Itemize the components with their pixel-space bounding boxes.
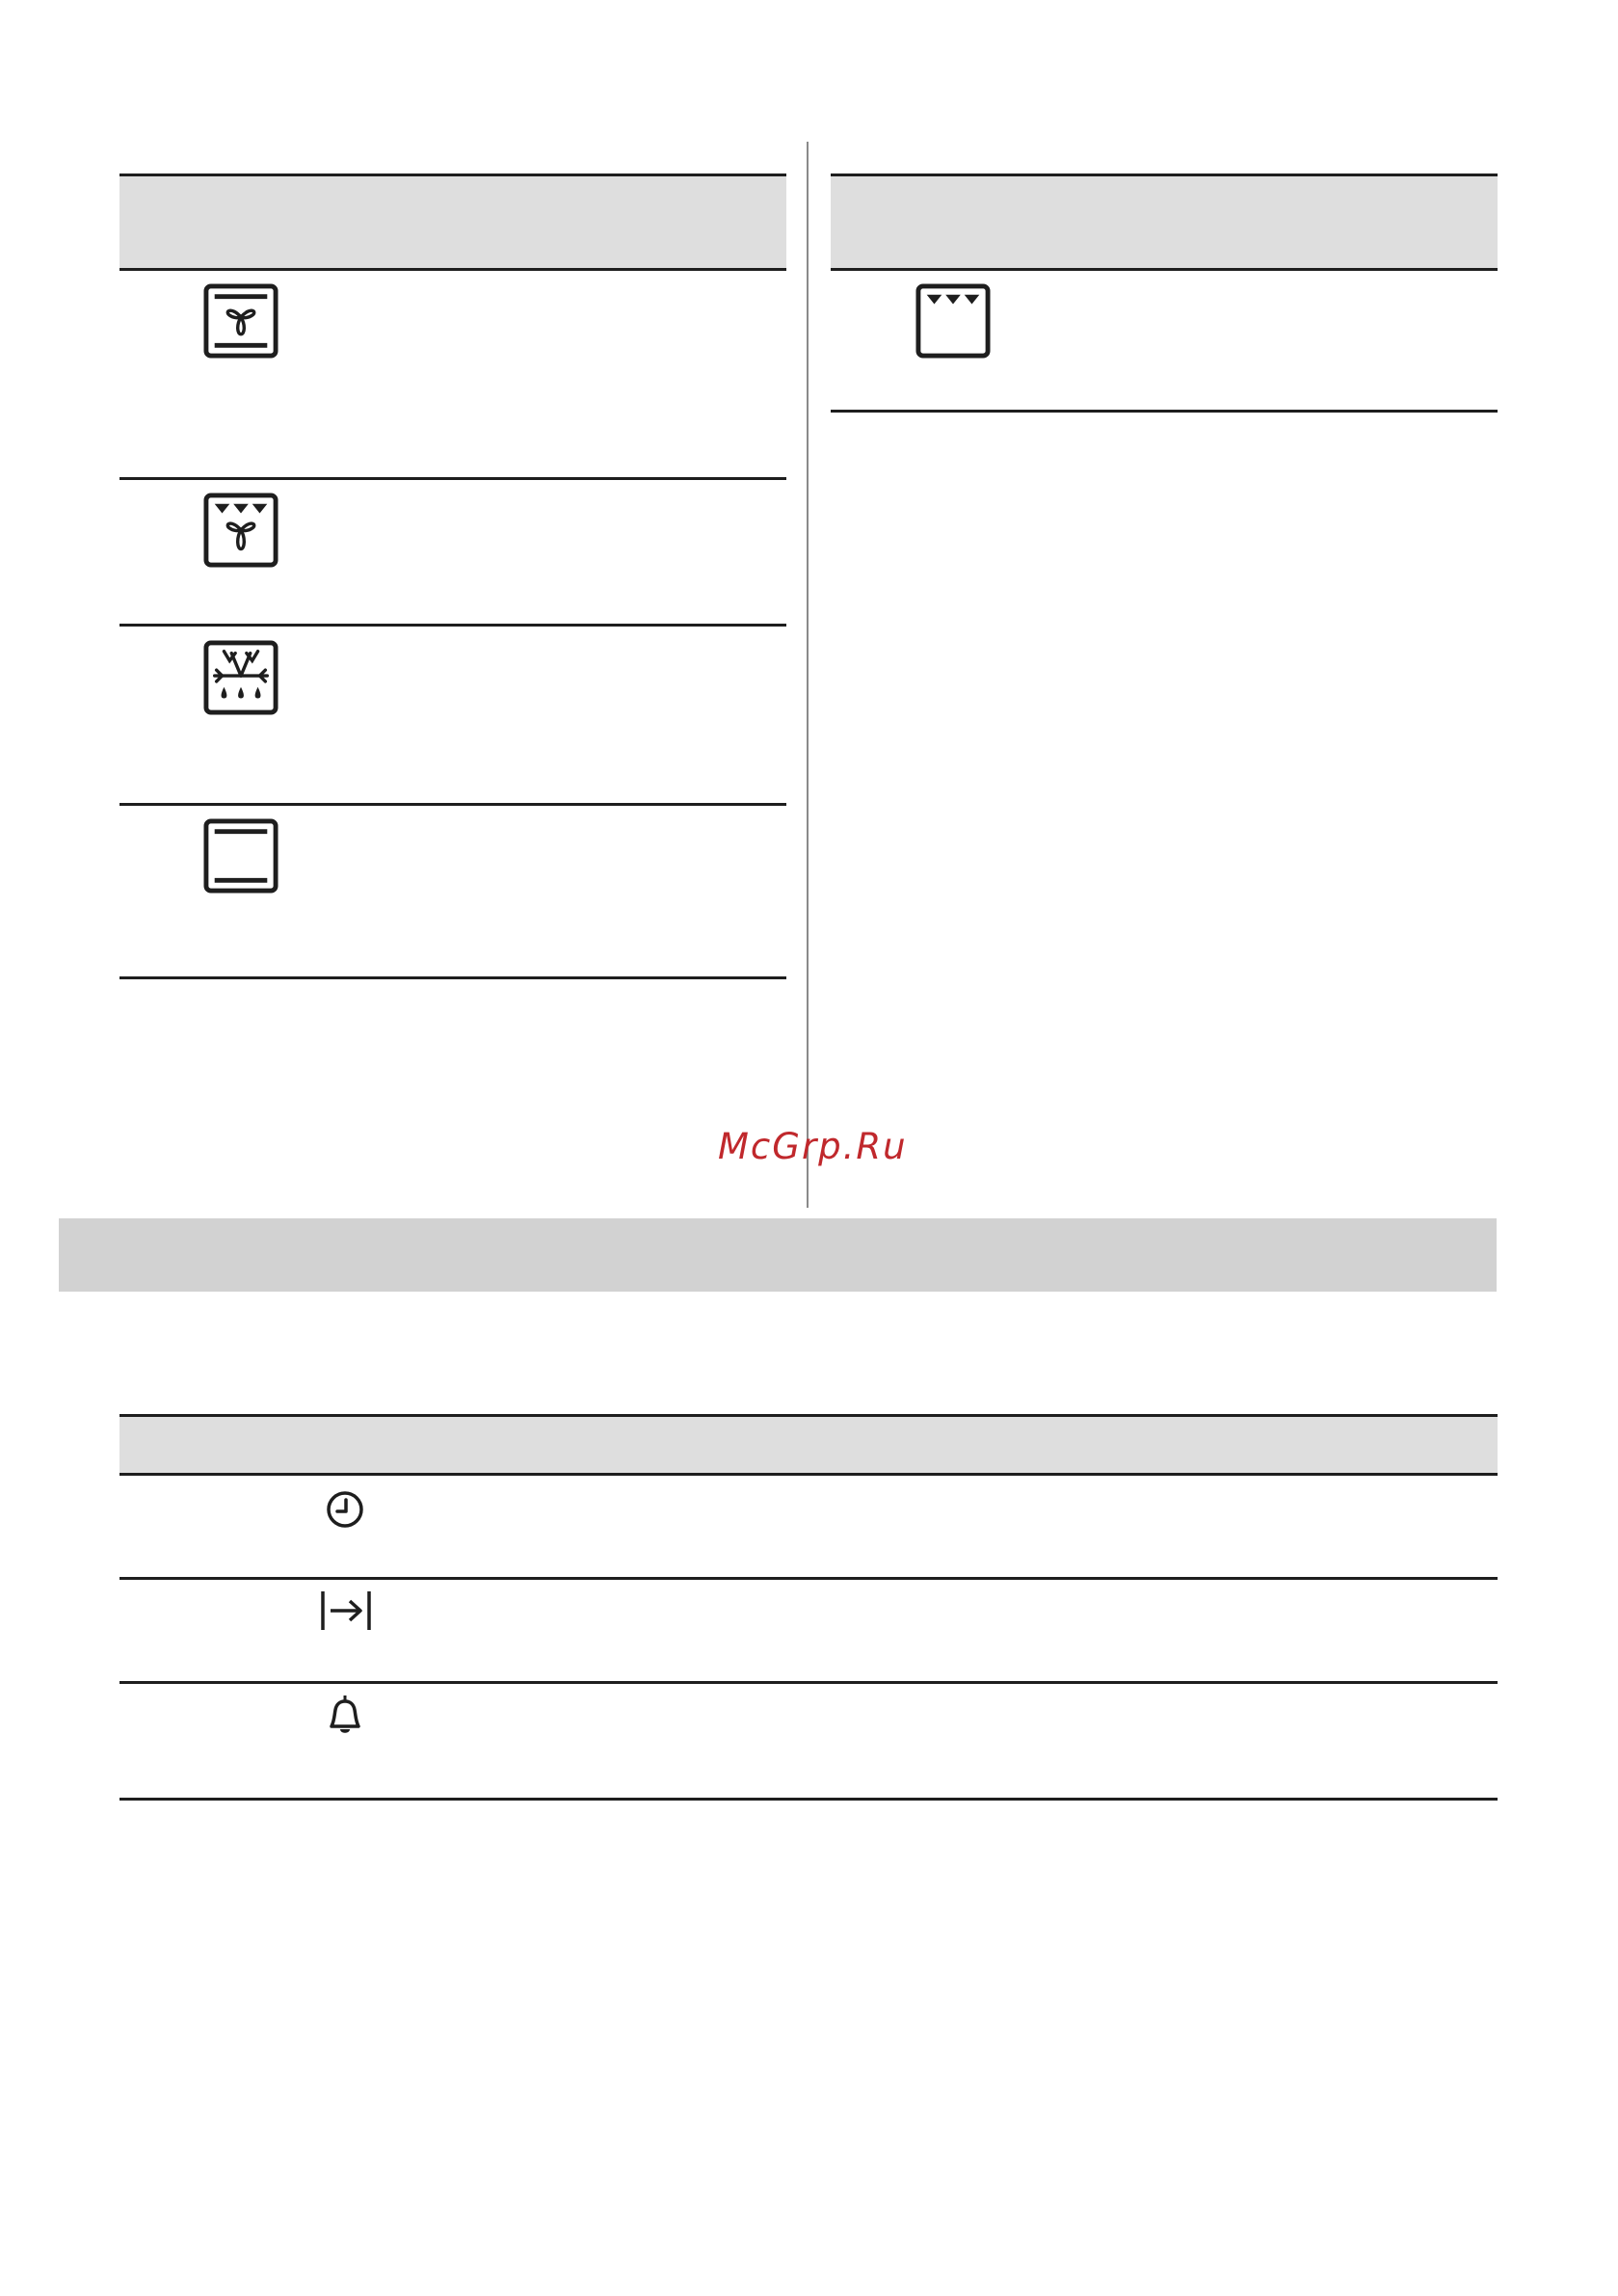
fan-with-grill-icon (203, 493, 279, 568)
column-divider (807, 142, 809, 1208)
row-divider (119, 1681, 1498, 1684)
left-table-header (119, 174, 786, 271)
clock-icon (325, 1489, 365, 1530)
row-divider (119, 624, 786, 627)
defrost-icon (203, 640, 279, 715)
true-fan-cooking-icon (203, 283, 279, 359)
end-time-icon (319, 1589, 373, 1632)
section-heading-band (59, 1218, 1497, 1292)
watermark-text: McGrp.Ru (718, 1126, 908, 1167)
grill-icon (915, 283, 991, 359)
row-divider (119, 477, 786, 480)
right-table-header (831, 174, 1498, 271)
bell-icon (326, 1694, 364, 1738)
row-divider (119, 1798, 1498, 1801)
row-divider (119, 976, 786, 979)
row-divider (119, 803, 786, 806)
row-divider (119, 1577, 1498, 1580)
clock-table-header (119, 1414, 1498, 1476)
row-divider (831, 410, 1498, 413)
conventional-heating-icon (203, 818, 279, 894)
